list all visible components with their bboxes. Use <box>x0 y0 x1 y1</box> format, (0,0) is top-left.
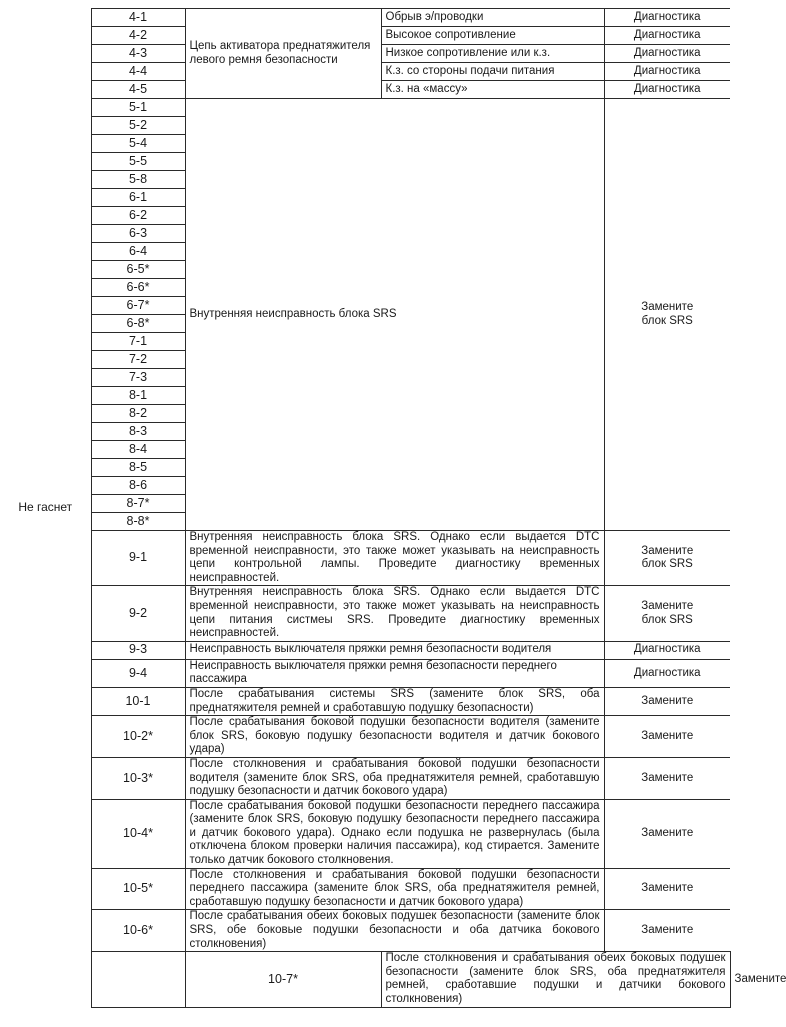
internal-fault-action: Замените блок SRS <box>604 99 730 531</box>
action: Замените <box>604 757 730 799</box>
dtc-code: 10-4* <box>91 799 185 868</box>
dtc-code: 4-2 <box>91 27 185 45</box>
action: Замените <box>604 799 730 868</box>
fault-subtype: К.з. на «массу» <box>381 81 604 99</box>
dtc-code: 4-4 <box>91 63 185 81</box>
fault-description: После срабатывания боковой подушки безопасности переднего пассажира (замените блок SRS, боковую подушку безопасности переднего пассажира и датчик бокового удара). Однако если подушка не развернулась (была отключена блоком проверки наличия пассажира), код стирается. Замените только датчик бокового столкновения. <box>185 799 604 868</box>
action: Диагностика <box>604 9 730 27</box>
action: Замените блок SRS <box>604 586 730 641</box>
fault-subtype: Высокое сопротивление <box>381 27 604 45</box>
fault-description: После столкновения и срабатывания боковой подушки безопасности переднего пассажира (замените блок SRS, оба преднатяжителя ремней, сработавшую подушку безопасности и датчик бокового удара) <box>185 868 604 910</box>
dtc-code: 9-1 <box>91 531 185 586</box>
dtc-code: 4-1 <box>91 9 185 27</box>
symptom-cell-tail <box>91 952 185 1007</box>
dtc-code: 10-1 <box>91 687 185 715</box>
fault-description: Неисправность выключателя пряжки ремня безопасности переднего пассажира <box>185 659 604 687</box>
dtc-code: 8-3 <box>91 423 185 441</box>
dtc-code: 5-8 <box>91 171 185 189</box>
symptom-cell: Не гаснет <box>0 9 91 1008</box>
action: Замените <box>604 716 730 758</box>
dtc-code: 6-5* <box>91 261 185 279</box>
action: Замените <box>604 868 730 910</box>
action: Замените блок SRS <box>604 531 730 586</box>
dtc-code: 8-4 <box>91 441 185 459</box>
table-row <box>0 9 730 27</box>
action: Замените <box>604 687 730 715</box>
dtc-code: 8-6 <box>91 477 185 495</box>
dtc-code: 10-7* <box>185 952 381 1007</box>
fault-description: Неисправность выключателя пряжки ремня безопасности водителя <box>185 641 604 659</box>
table-row: 10-7* После столкновения и срабатывания обеих боковых подушек безопасности (замените блок SRS, оба преднатяжителя ремней, сработавшие подушки и датчики бокового столкновения) Замените <box>0 952 730 1007</box>
dtc-code: 7-3 <box>91 369 185 387</box>
dtc-code: 5-4 <box>91 135 185 153</box>
table-row <box>0 757 730 799</box>
table-row <box>0 799 730 868</box>
dtc-code: 7-1 <box>91 333 185 351</box>
dtc-code: 4-5 <box>91 81 185 99</box>
dtc-code: 8-8* <box>91 513 185 531</box>
dtc-code: 6-6* <box>91 279 185 297</box>
table-row <box>0 586 730 641</box>
table-row <box>0 687 730 715</box>
srs-dtc-table <box>0 8 786 1008</box>
dtc-code: 6-4 <box>91 243 185 261</box>
action: Замените <box>604 910 730 952</box>
dtc-code: 6-1 <box>91 189 185 207</box>
table-row <box>0 868 730 910</box>
dtc-code: 5-1 <box>91 99 185 117</box>
dtc-code: 5-2 <box>91 117 185 135</box>
dtc-code: 10-6* <box>91 910 185 952</box>
dtc-code: 4-3 <box>91 45 185 63</box>
action: Диагностика <box>604 45 730 63</box>
table-row <box>0 910 730 952</box>
fault-subtype: К.з. со стороны подачи питания <box>381 63 604 81</box>
action: Диагностика <box>604 63 730 81</box>
table-row <box>0 716 730 758</box>
fault-description: После срабатывания обеих боковых подушек безопасности (замените блок SRS, обе боковые подушки безопасности и оба датчика бокового столкновения) <box>185 910 604 952</box>
dtc-code: 6-3 <box>91 225 185 243</box>
dtc-code: 10-5* <box>91 868 185 910</box>
dtc-code: 8-2 <box>91 405 185 423</box>
dtc-code: 10-3* <box>91 757 185 799</box>
dtc-code: 8-1 <box>91 387 185 405</box>
fault-subtype: Низкое сопротивление или к.з. <box>381 45 604 63</box>
fault-description: После срабатывания боковой подушки безопасности водителя (замените блок SRS, боковую подушку безопасности водителя и датчик бокового удара) <box>185 716 604 758</box>
action: Диагностика <box>604 81 730 99</box>
dtc-code: 9-2 <box>91 586 185 641</box>
fault-description: После срабатывания системы SRS (замените блок SRS, оба преднатяжителя ремней и сработавшую подушку безопасности) <box>185 687 604 715</box>
fault-description: Внутренняя неисправность блока SRS. Однако если выдается DTC временной неисправности, это также может указывать на неисправность цепи контрольной лампы. Проведите диагностику временных неисправностей. <box>185 531 604 586</box>
dtc-code: 5-5 <box>91 153 185 171</box>
table-row <box>0 641 730 659</box>
action: Диагностика <box>604 659 730 687</box>
dtc-code: 10-2* <box>91 716 185 758</box>
dtc-code: 7-2 <box>91 351 185 369</box>
internal-fault-description: Внутренняя неисправность блока SRS <box>185 99 604 531</box>
action: Диагностика <box>604 641 730 659</box>
dtc-code: 6-7* <box>91 297 185 315</box>
dtc-code: 8-5 <box>91 459 185 477</box>
dtc-code: 6-8* <box>91 315 185 333</box>
fault-description: Внутренняя неисправность блока SRS. Однако если выдается DTC временной неисправности, это также может указывать на неисправность цепи питания систмеы SRS. Проведите диагностику временных неисправностей. <box>185 586 604 641</box>
action: Диагностика <box>604 27 730 45</box>
table-row <box>0 659 730 687</box>
dtc-code: 6-2 <box>91 207 185 225</box>
dtc-code: 8-7* <box>91 495 185 513</box>
dtc-code: 9-4 <box>91 659 185 687</box>
fault-subtype: Обрыв э/проводки <box>381 9 604 27</box>
table-row <box>0 99 730 117</box>
dtc-code: 9-3 <box>91 641 185 659</box>
table-row <box>0 531 730 586</box>
fault-description: После столкновения и срабатывания боковой подушки безопасности водителя (замените блок SRS, оба преднатяжителя ремней, сработавшую подушку безопасности и датчик бокового удара) <box>185 757 604 799</box>
group4-description: Цепь активатора преднатяжителя левого ремня безопасности <box>185 9 381 99</box>
fault-description: После столкновения и срабатывания обеих боковых подушек безопасности (замените блок SRS, оба преднатяжителя ремней, сработавшие подушки и датчики бокового столкновения) <box>381 952 730 1007</box>
